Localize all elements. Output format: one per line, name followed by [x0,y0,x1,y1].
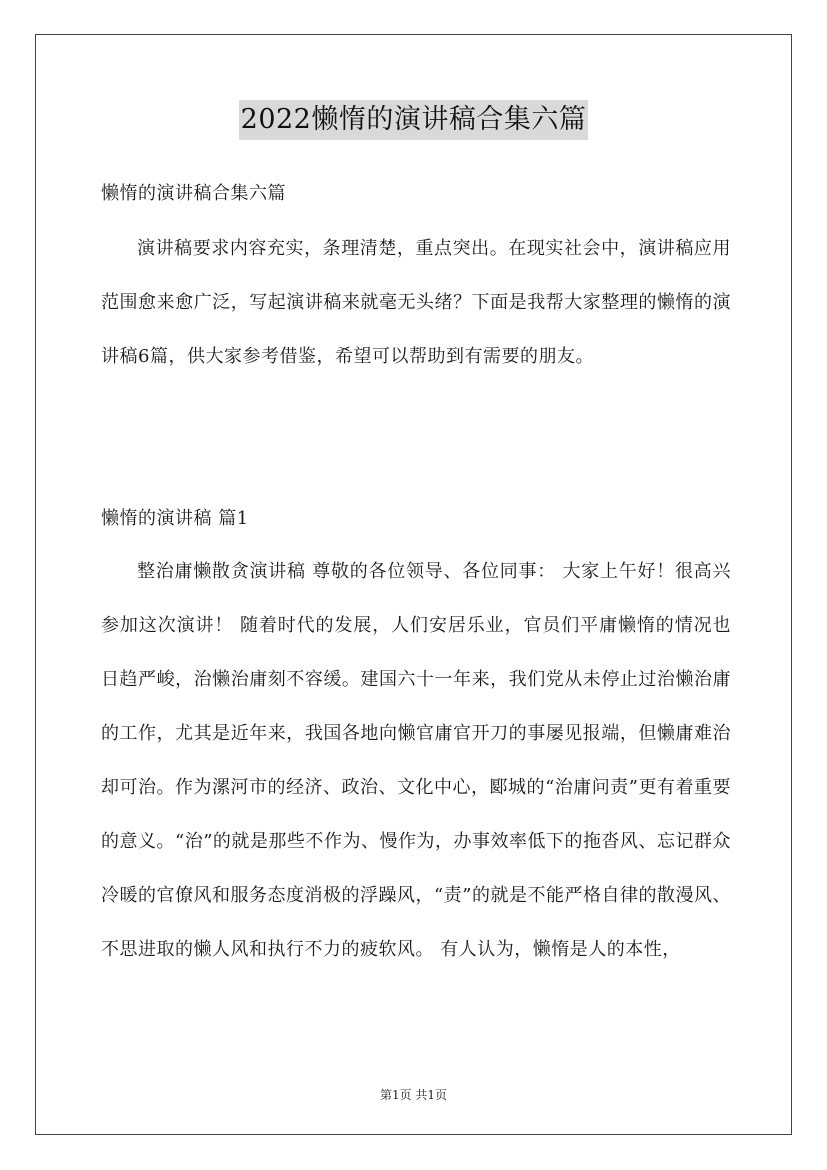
document-title: 2022懒惰的演讲稿合集六篇 [239,100,589,140]
intro-paragraph: 演讲稿要求内容充实，条理清楚，重点突出。在现实社会中，演讲稿应用范围愈来愈广泛，写起演讲稿来就毫无头绪？下面是我帮大家整理的懒惰的演讲稿6篇，供大家参考借鉴，希望可以帮助到有需要的朋友。 [101,238,731,367]
page-footer: 第1页 共1页 [379,1088,448,1102]
section-body-paragraph: 整治庸懒散贪演讲稿 尊敬的各位领导、各位同事： 大家上午好！很高兴参加这次演讲！ 随着时代的发展，人们安居乐业，官员们平庸懒惰的情况也日趋严峻，治懒治庸刻不容缓。建国六十一年来，我们党从未停止过治懒治庸的工作，尤其是近年来，我国各地向懒官庸官开刀的事屡见报端，但懒庸难治却可治。作为漯河市的经济、政治、文化中心，郾城的“治庸问责”更有着重要的意义。“治”的就是那些不作为、慢作为，办事效率低下的拖沓风、忘记群众冷暖的官僚风和服务态度消极的浮躁风，“责”的就是不能严格自律的散漫风、不思进取的懒人风和执行不力的疲软风。 有人认为，懒惰是人的本性， [101,561,731,960]
section-heading: 懒惰的演讲稿 篇1 [101,508,249,529]
title-container [0,100,827,140]
document-subtitle: 懒惰的演讲稿合集六篇 [101,183,286,204]
